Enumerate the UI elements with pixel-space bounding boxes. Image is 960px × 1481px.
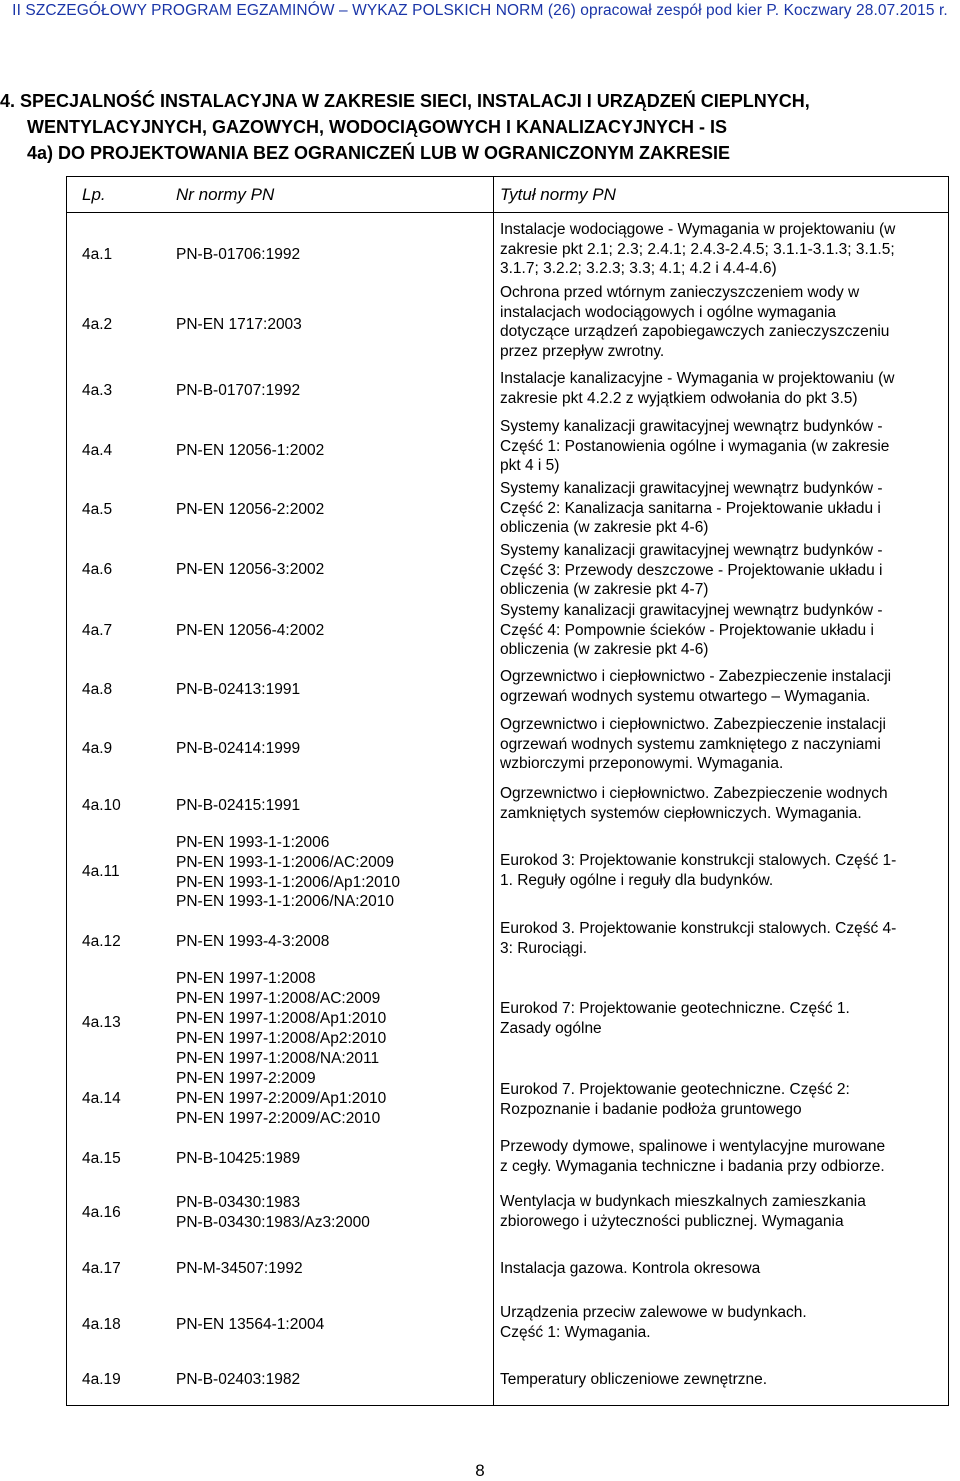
norm-number: PN-B-02413:1991	[176, 681, 301, 698]
norm-number: PN-EN 1997-1:2008/AC:2009	[176, 990, 381, 1007]
norm-number: PN-EN 12056-2:2002	[176, 501, 325, 518]
table-column-divider	[493, 176, 494, 1406]
row-number: 4a.13	[82, 1014, 121, 1031]
row-number: 4a.11	[82, 863, 120, 880]
norm-title-line: Ochrona przed wtórnym zanieczyszczeniem wody w	[500, 284, 860, 301]
norm-number: PN-B-01707:1992	[176, 382, 301, 399]
norm-number: PN-EN 1997-1:2008	[176, 970, 316, 987]
norm-title-line: Eurokod 7: Projektowanie geotechniczne. Część 1.	[500, 1000, 850, 1017]
section-title-line-1: 4. SPECJALNOŚĆ INSTALACYJNA W ZAKRESIE SIECI, INSTALACJI I URZĄDZEŃ CIEPLNYCH,	[0, 91, 810, 111]
row-number: 4a.5	[82, 501, 113, 518]
row-number: 4a.19	[82, 1371, 121, 1388]
norm-title-line: zakresie pkt 4.2.2 z wyjątkiem odwołania do pkt 3.5)	[500, 389, 858, 407]
norm-title-line: Instalacja gazowa. Kontrola okresowa	[500, 1260, 761, 1277]
norm-title-line: dotyczące urządzeń zapobiegawczych zanieczyszczeniu	[500, 323, 890, 340]
norm-number: PN-EN 12056-4:2002	[176, 622, 325, 639]
norm-title-line: obliczenia (w zakresie pkt 4-7)	[500, 581, 709, 598]
norm-title-line: zamkniętych systemów ciepłowniczych. Wymagania.	[500, 804, 862, 822]
norm-title-line: Przewody dymowe, spalinowe i wentylacyjne murowane	[500, 1138, 886, 1155]
row-number: 4a.4	[82, 442, 113, 459]
norm-number: PN-M-34507:1992	[176, 1260, 303, 1277]
row-number: 4a.17	[82, 1260, 121, 1277]
norm-number: PN-EN 1997-1:2008/Ap1:2010	[176, 1010, 387, 1027]
norm-title-line: wzbiorczymi przeponowymi. Wymagania.	[500, 755, 784, 772]
norm-title-line: przez przepływ zwrotny.	[500, 342, 665, 360]
column-header-norm-number: Nr normy PN	[176, 185, 275, 204]
row-number: 4a.2	[82, 316, 113, 333]
norm-title-line: Systemy kanalizacji grawitacyjnej wewnątrz budynków -	[500, 418, 883, 435]
norm-number: PN-B-02403:1982	[176, 1371, 301, 1388]
norm-number: PN-EN 1997-1:2008/Ap2:2010	[176, 1030, 387, 1047]
norm-number: PN-B-03430:1983	[176, 1194, 301, 1211]
norm-number: PN-EN 1993-4-3:2008	[176, 933, 330, 950]
norm-title-line: Eurokod 3: Projektowanie konstrukcji stalowych. Część 1-	[500, 852, 897, 869]
norm-number: PN-EN 1993-1-1:2006/Ap1:2010	[176, 874, 401, 891]
norm-number: PN-B-10425:1989	[176, 1150, 301, 1167]
column-header-lp: Lp.	[82, 185, 106, 204]
norm-title-line: Eurokod 3. Projektowanie konstrukcji stalowych. Część 4-	[500, 920, 897, 937]
norm-number: PN-EN 1993-1-1:2006/AC:2009	[176, 854, 394, 871]
norm-title-line: zakresie pkt 2.1; 2.3; 2.4.1; 2.4.3-2.4.5; 3.1.1-3.1.3; 3.1.5;	[500, 240, 895, 258]
norm-number: PN-B-02415:1991	[176, 797, 301, 814]
row-number: 4a.15	[82, 1150, 121, 1167]
norm-title-line: obliczenia (w zakresie pkt 4-6)	[500, 641, 709, 658]
section-title-line-2: WENTYLACYJNYCH, GAZOWYCH, WODOCIĄGOWYCH I KANALIZACYJNYCH - IS	[27, 117, 727, 137]
row-number: 4a.16	[82, 1204, 121, 1221]
norm-title-line: Część 1: Postanowienia ogólne i wymagania (w zakresie	[500, 437, 890, 455]
section-title-line-3: 4a) DO PROJEKTOWANIA BEZ OGRANICZEŃ LUB W OGRANICZONYM ZAKRESIE	[27, 143, 731, 163]
norm-title-line: z cegły. Wymagania techniczne i badania przy odbiorze.	[500, 1157, 885, 1175]
norm-title-line: zbiorowego i użyteczności publicznej. Wymagania	[500, 1212, 844, 1230]
norm-number: PN-EN 1717:2003	[176, 316, 302, 333]
norm-number: PN-B-03430:1983/Az3:2000	[176, 1214, 370, 1231]
norm-title-line: Zasady ogólne	[500, 1019, 602, 1037]
norm-title-line: Ogrzewnictwo i ciepłownictwo. Zabezpieczenie instalacji	[500, 716, 886, 733]
norm-number: PN-EN 1993-1-1:2006/NA:2010	[176, 893, 394, 910]
row-number: 4a.3	[82, 382, 113, 399]
norm-title-line: Temperatury obliczeniowe zewnętrzne.	[500, 1371, 768, 1388]
norm-title-line: 3: Rurociągi.	[500, 939, 588, 957]
norm-title-line: Instalacje wodociągowe - Wymagania w projektowaniu (w	[500, 221, 896, 238]
norm-title-line: Rozpoznanie i badanie podłoża gruntowego	[500, 1100, 802, 1118]
norm-title-line: Eurokod 7. Projektowanie geotechniczne. Część 2:	[500, 1081, 850, 1098]
norm-title-line: Ogrzewnictwo i ciepłownictwo - Zabezpieczenie instalacji	[500, 668, 892, 685]
norm-number: PN-EN 13564-1:2004	[176, 1316, 325, 1333]
table-header-divider	[66, 212, 949, 213]
norm-number: PN-EN 12056-1:2002	[176, 442, 325, 459]
norm-number: PN-EN 12056-3:2002	[176, 561, 325, 578]
row-number: 4a.18	[82, 1316, 121, 1333]
norm-number: PN-EN 1997-2:2009/Ap1:2010	[176, 1090, 387, 1107]
row-number: 4a.8	[82, 681, 113, 698]
row-number: 4a.7	[82, 622, 113, 639]
row-number: 4a.14	[82, 1090, 121, 1107]
norm-title-line: obliczenia (w zakresie pkt 4-6)	[500, 519, 709, 536]
norm-title-line: Część 3: Przewody deszczowe - Projektowanie układu i	[500, 561, 883, 579]
norm-number: PN-B-02414:1999	[176, 740, 301, 757]
norm-title-line: Systemy kanalizacji grawitacyjnej wewnątrz budynków -	[500, 602, 883, 619]
norm-title-line: Część 2: Kanalizacja sanitarna - Projektowanie układu i	[500, 499, 881, 517]
document-header: II SZCZEGÓŁOWY PROGRAM EGZAMINÓW – WYKAZ POLSKICH NORM (26) opracował zespół pod kier P. Koczwary 28.07.2015 r.	[12, 2, 948, 19]
page-number: 8	[475, 1461, 485, 1480]
row-number: 4a.1	[82, 246, 113, 263]
norm-title-line: Wentylacja w budynkach mieszkalnych zamieszkania	[500, 1193, 866, 1210]
row-number: 4a.12	[82, 933, 121, 950]
norm-number: PN-EN 1997-1:2008/NA:2011	[176, 1050, 380, 1067]
row-number: 4a.9	[82, 740, 113, 757]
norm-number: PN-EN 1993-1-1:2006	[176, 834, 330, 851]
norm-title-line: Systemy kanalizacji grawitacyjnej wewnątrz budynków -	[500, 480, 883, 497]
norm-number: PN-EN 1997-2:2009	[176, 1070, 316, 1087]
norm-title-line: instalacjach wodociągowych i ogólne wymagania	[500, 303, 837, 321]
norm-title-line: Część 1: Wymagania.	[500, 1323, 651, 1341]
norm-title-line: ogrzewań wodnych systemu otwartego – Wymagania.	[500, 687, 871, 705]
norm-title-line: Urządzenia przeciw zalewowe w budynkach.	[500, 1304, 807, 1321]
norm-number: PN-B-01706:1992	[176, 246, 301, 263]
norm-number: PN-EN 1997-2:2009/AC:2010	[176, 1110, 381, 1127]
column-header-norm-title: Tytuł normy PN	[500, 185, 616, 204]
norm-title-line: Instalacje kanalizacyjne - Wymagania w projektowaniu (w	[500, 370, 895, 387]
norm-title-line: 3.1.7; 3.2.2; 3.2.3; 3.3; 4.1; 4.2 i 4.4-4.6)	[500, 260, 777, 277]
norm-title-line: 1. Reguły ogólne i reguły dla budynków.	[500, 871, 774, 889]
row-number: 4a.6	[82, 561, 113, 578]
norm-title-line: Część 4: Pompownie ścieków - Projektowanie układu i	[500, 621, 874, 639]
norm-title-line: Systemy kanalizacji grawitacyjnej wewnątrz budynków -	[500, 542, 883, 559]
norm-title-line: Ogrzewnictwo i ciepłownictwo. Zabezpieczenie wodnych	[500, 785, 888, 802]
norm-title-line: pkt 4 i 5)	[500, 457, 560, 474]
norm-title-line: ogrzewań wodnych systemu zamkniętego z naczyniami	[500, 735, 881, 753]
row-number: 4a.10	[82, 797, 121, 814]
